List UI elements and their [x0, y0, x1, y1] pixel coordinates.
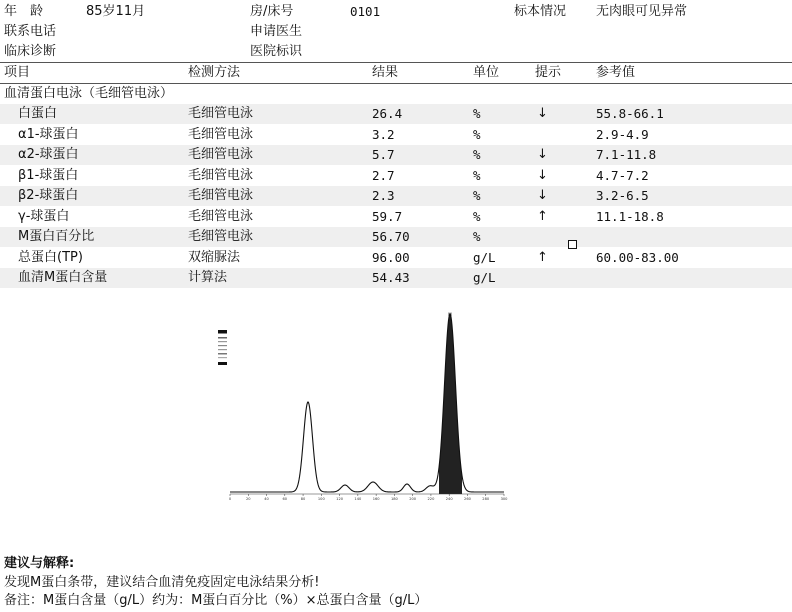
gel-band: [218, 341, 227, 342]
column-header-method: 检测方法: [188, 65, 241, 80]
x-tick-label: 300: [500, 497, 508, 501]
gel-band: [218, 349, 227, 350]
column-header-unit: 单位: [473, 65, 500, 80]
flag-arrow: ↓: [537, 167, 548, 183]
reference-range: 7.1-11.8: [596, 147, 657, 162]
reference-range: 2.9-4.9: [596, 126, 649, 142]
method: 毛细管电泳: [188, 106, 254, 121]
item-name: 白蛋白: [18, 106, 58, 121]
gel-band: [218, 345, 227, 346]
item-name: α1-球蛋白: [18, 126, 79, 142]
x-tick-label: 140: [354, 497, 362, 501]
result-value: 26.4: [372, 106, 403, 121]
x-tick-label: 160: [372, 497, 380, 501]
method: 毛细管电泳: [188, 229, 254, 244]
x-tick-label: 200: [409, 497, 417, 501]
x-tick-label: 240: [445, 497, 453, 501]
result-value: 3.2: [372, 126, 395, 142]
result-value: 5.7: [372, 147, 395, 162]
reference-range: 3.2-6.5: [596, 188, 649, 203]
column-header-result: 结果: [372, 65, 399, 80]
table-row: [0, 104, 792, 124]
unit: %: [473, 106, 481, 121]
x-tick-label: 220: [427, 497, 435, 501]
reference-range: 60.00-83.00: [596, 249, 679, 265]
unit: %: [473, 167, 481, 183]
gel-band: [218, 362, 227, 365]
table-row: [0, 145, 792, 165]
x-tick-label: 0: [228, 497, 232, 501]
flag-arrow: ↓: [537, 188, 548, 203]
table-header-row: [0, 63, 792, 83]
x-tick-label: 120: [336, 497, 344, 501]
table-row: [0, 186, 792, 206]
bed-label: 房/床号: [250, 4, 294, 19]
flag-arrow: ↑: [537, 249, 548, 265]
unit: %: [473, 188, 481, 203]
table-row: [0, 227, 792, 247]
result-value: 96.00: [372, 249, 410, 265]
method: 毛细管电泳: [188, 188, 254, 203]
gel-band: [218, 330, 227, 334]
flag-arrow: ↓: [537, 147, 548, 162]
gel-band: [218, 353, 227, 355]
column-header-flag: 提示: [535, 65, 562, 80]
column-header-item: 项目: [4, 65, 31, 80]
gel-lane-strip: [218, 330, 227, 365]
electropherogram: [200, 300, 520, 505]
x-tick-label: 40: [264, 497, 269, 501]
section-title-row: [0, 84, 792, 104]
advice-note: 备注：M蛋白含量（g/L）约为：M蛋白百分比（%）×总蛋白含量（g/L）: [4, 593, 428, 608]
item-name: β2-球蛋白: [18, 188, 79, 203]
unit: g/L: [473, 270, 496, 285]
age-value: 85岁11月: [86, 4, 146, 19]
flag-arrow: ↓: [537, 106, 548, 121]
age-label: 年 龄: [4, 4, 44, 19]
method: 毛细管电泳: [188, 126, 254, 142]
checkbox-marker: [568, 240, 577, 249]
method: 毛细管电泳: [188, 147, 254, 162]
flag-arrow: ↑: [537, 208, 548, 224]
m-spike-fill: [439, 314, 462, 494]
hospital-label: 医院标识: [250, 44, 303, 59]
item-name: 总蛋白(TP): [18, 249, 83, 265]
doctor-label: 申请医生: [250, 24, 303, 39]
unit: g/L: [473, 249, 496, 265]
phone-label: 联系电话: [4, 24, 57, 39]
unit: %: [473, 147, 481, 162]
x-tick-label: 280: [482, 497, 490, 501]
table-row: [0, 248, 792, 268]
gel-band: [218, 337, 227, 339]
reference-range: 4.7-7.2: [596, 167, 649, 183]
table-row: [0, 125, 792, 145]
method: 双缩脲法: [188, 249, 241, 265]
section-title: 血清蛋白电泳（毛细管电泳）: [4, 86, 174, 101]
electropherogram-curve: [230, 314, 504, 492]
table-row: [0, 166, 792, 186]
m-peak-marker: M: [448, 312, 452, 317]
table-row: [0, 268, 792, 288]
bed-value: 0101: [350, 4, 381, 19]
x-tick-label: 100: [317, 497, 325, 501]
gel-band: [218, 357, 227, 358]
result-value: 2.3: [372, 188, 395, 203]
result-value: 2.7: [372, 167, 395, 183]
item-name: β1-球蛋白: [18, 167, 79, 183]
x-tick-label: 260: [464, 497, 471, 501]
unit: %: [473, 208, 481, 224]
x-tick-label: 180: [390, 497, 398, 501]
item-name: α2-球蛋白: [18, 147, 79, 162]
result-value: 54.43: [372, 270, 410, 285]
diagnosis-label: 临床诊断: [4, 44, 57, 59]
sample-label: 标本情况: [514, 4, 567, 19]
method: 毛细管电泳: [188, 167, 254, 183]
column-header-reference: 参考值: [596, 65, 636, 80]
item-name: γ-球蛋白: [18, 208, 70, 224]
result-value: 59.7: [372, 208, 403, 224]
reference-range: 11.1-18.8: [596, 208, 664, 224]
unit: %: [473, 126, 481, 142]
advice-title: 建议与解释:: [4, 556, 75, 571]
result-value: 56.70: [372, 229, 410, 244]
method: 计算法: [188, 270, 228, 285]
x-tick-label: 60: [282, 497, 288, 501]
item-name: M蛋白百分比: [18, 229, 95, 244]
table-row: [0, 207, 792, 227]
method: 毛细管电泳: [188, 208, 254, 224]
advice-text: 发现M蛋白条带，建议结合血清免疫固定电泳结果分析!: [4, 575, 320, 590]
reference-range: 55.8-66.1: [596, 106, 664, 121]
item-name: 血清M蛋白含量: [18, 270, 108, 285]
x-tick-label: 80: [300, 497, 306, 501]
unit: %: [473, 229, 481, 244]
x-tick-label: 20: [245, 497, 251, 501]
sample-value: 无肉眼可见异常: [596, 4, 688, 19]
x-axis: [229, 494, 508, 501]
